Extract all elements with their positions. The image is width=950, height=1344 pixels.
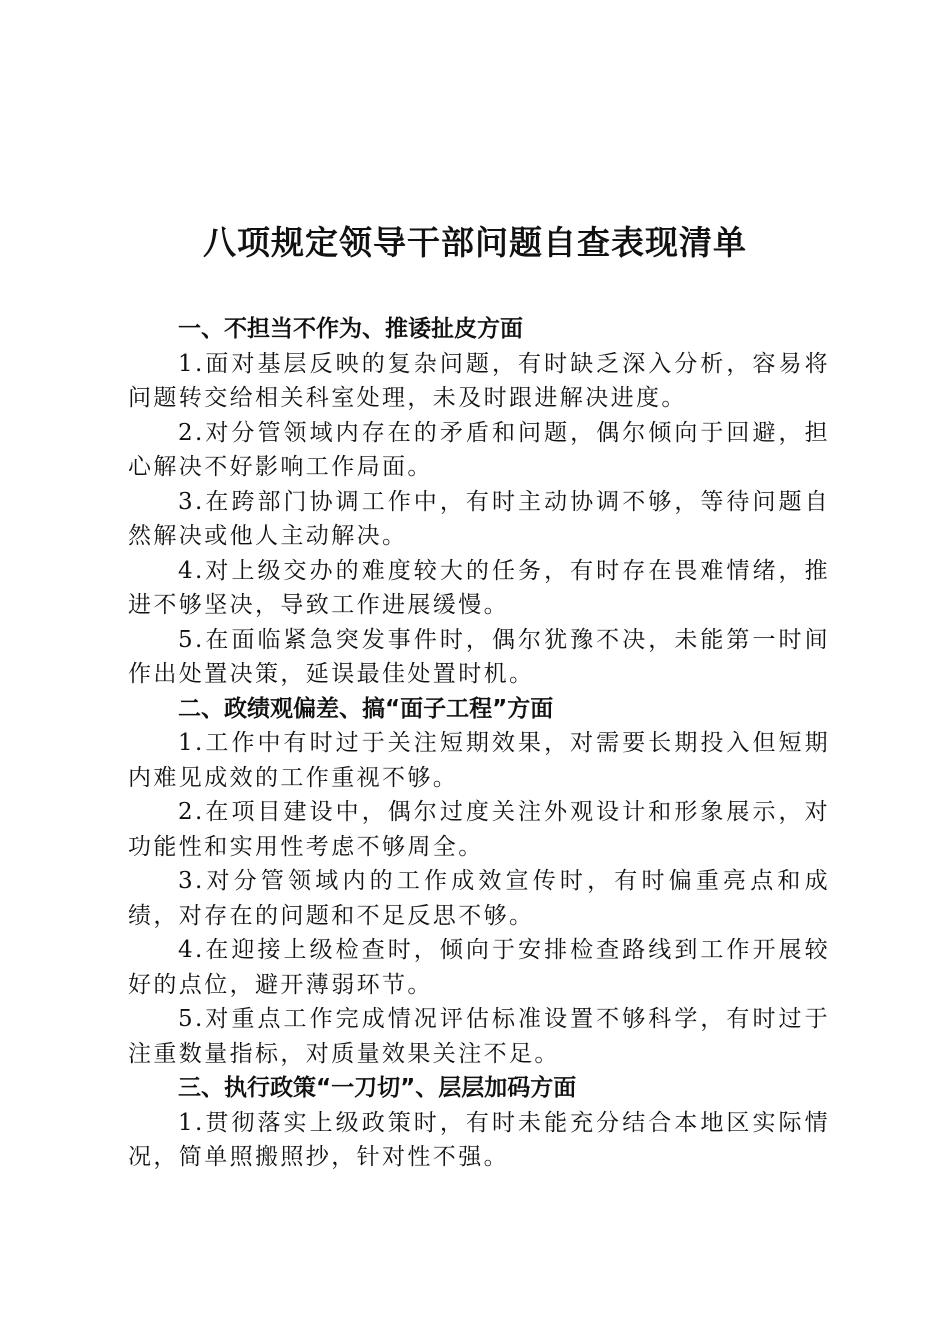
section-heading: 一、不担当不作为、推诿扯皮方面 bbox=[178, 316, 523, 342]
section bbox=[128, 312, 830, 692]
section-heading: 三、执行政策“一刀切”、层层加码方面 bbox=[178, 1075, 577, 1101]
list-item: 5.在面临紧急突发事件时，偶尔犹豫不决，未能第一时间作出处置决策，延误最佳处置时机。 bbox=[128, 626, 830, 687]
section bbox=[128, 1071, 830, 1175]
list-item: 2.在项目建设中，偶尔过度关注外观设计和形象展示，对功能性和实用性考虑不够周全。 bbox=[128, 799, 830, 860]
list-item: 4.在迎接上级检查时，倾向于安排检查路线到工作开展较好的点位，避开薄弱环节。 bbox=[128, 937, 830, 998]
list-item: 3.对分管领域内的工作成效宣传时，有时偏重亮点和成绩，对存在的问题和不足反思不够。 bbox=[128, 868, 830, 929]
document-title: 八项规定领导干部问题自查表现清单 bbox=[203, 223, 747, 262]
list-item: 3.在跨部门协调工作中，有时主动协调不够，等待问题自然解决或他人主动解决。 bbox=[128, 488, 830, 549]
list-item: 1.面对基层反映的复杂问题，有时缺乏深入分析，容易将问题转交给相关科室处理，未及时跟进解决进度。 bbox=[128, 350, 830, 411]
list-item: 4.对上级交办的难度较大的任务，有时存在畏难情绪，推进不够坚决，导致工作进展缓慢。 bbox=[128, 557, 830, 618]
list-item: 2.对分管领域内存在的矛盾和问题，偶尔倾向于回避，担心解决不好影响工作局面。 bbox=[128, 419, 830, 480]
section bbox=[128, 692, 830, 1072]
document-body bbox=[128, 312, 830, 1175]
section-heading: 二、政绩观偏差、搞“面子工程”方面 bbox=[178, 695, 554, 722]
list-item: 1.工作中有时过于关注短期效果，对需要长期投入但短期内难见成效的工作重视不够。 bbox=[128, 730, 830, 791]
list-item: 1.贯彻落实上级政策时，有时未能充分结合本地区实际情况，简单照搬照抄，针对性不强。 bbox=[128, 1109, 830, 1170]
list-item: 5.对重点工作完成情况评估标准设置不够科学，有时过于注重数量指标，对质量效果关注不足。 bbox=[128, 1006, 830, 1067]
